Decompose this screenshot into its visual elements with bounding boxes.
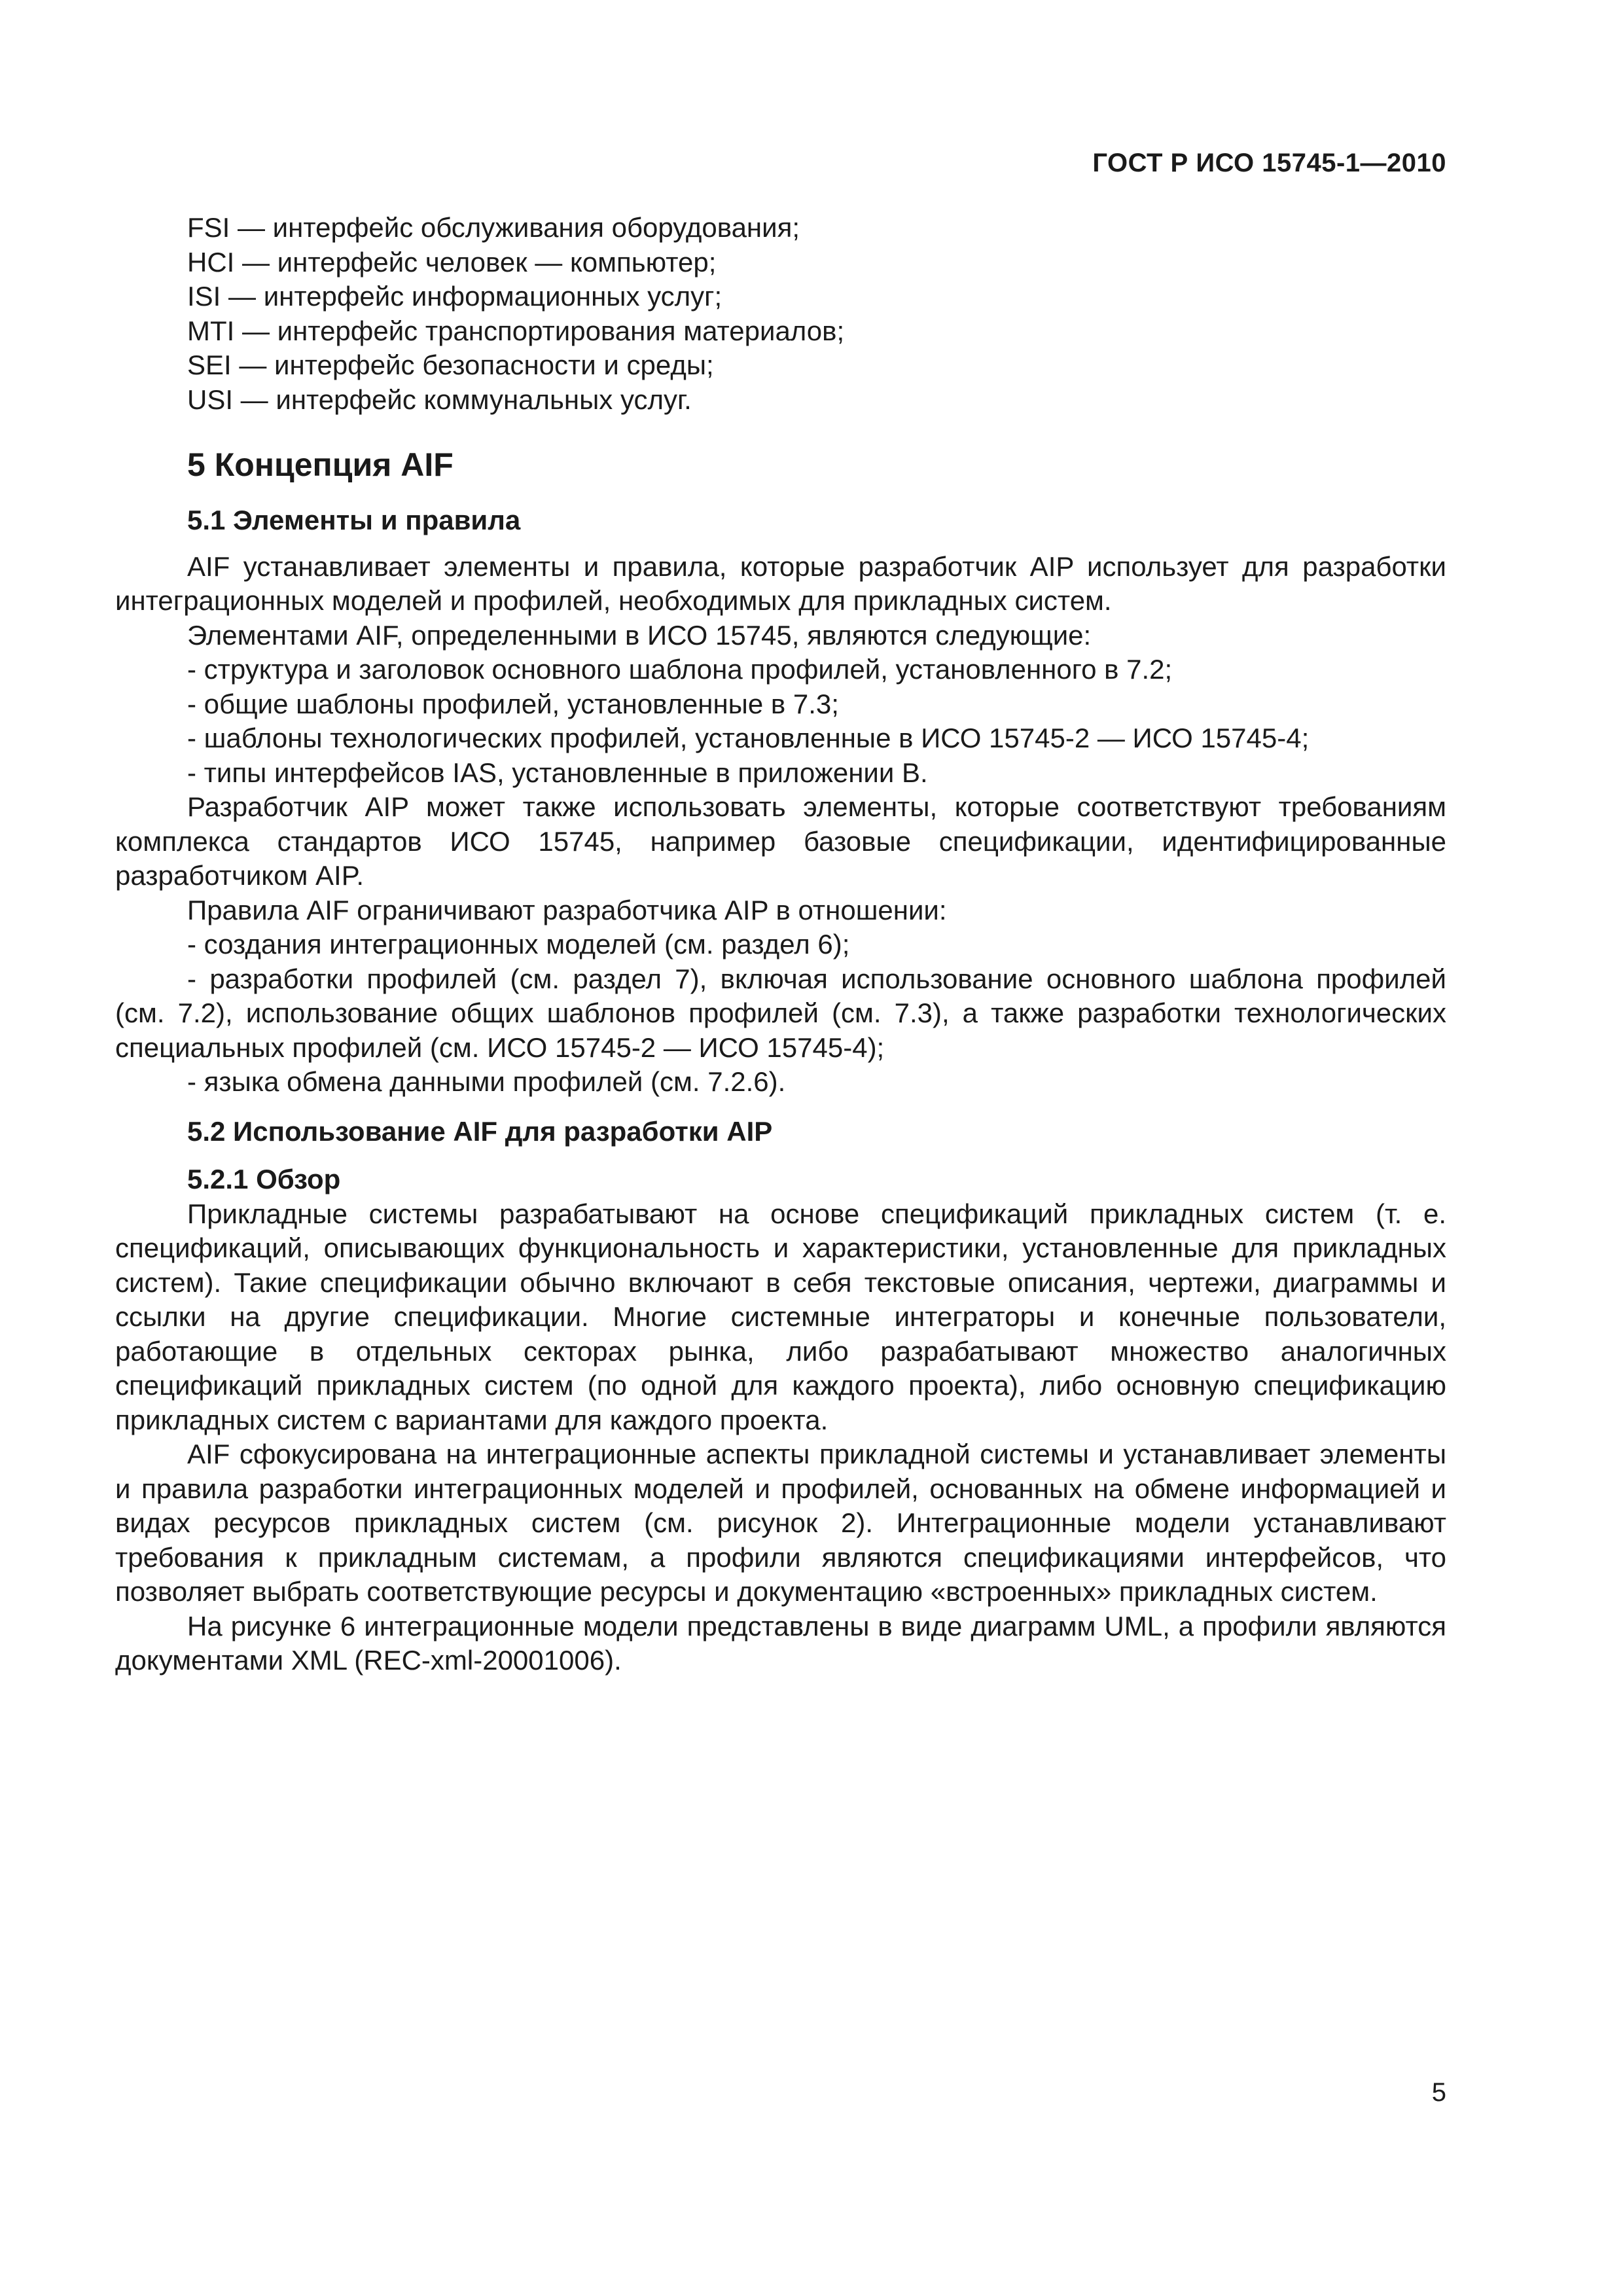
paragraph: Правила AIF ограничивают разработчика AIP в отношении:: [187, 894, 947, 925]
paragraph: Разработчик AIP может также использовать элементы, которые соответствуют требованиям комплекса стандартов ИСО 15745, например базовые спецификации, идентифицированные разработчиком AIP.: [115, 791, 1446, 891]
elements-list: [115, 653, 1446, 790]
abbreviation-item: HCI — интерфейс человек — компьютер;: [187, 246, 717, 278]
list-item: - создания интеграционных моделей (см. раздел 6);: [187, 929, 850, 960]
list-item: - разработки профилей (см. раздел 7), включая использование основного шаблона профилей (см. 7.2), использование общих шаблонов профилей (см. 7.3), а также разработки технологических специальных профилей (см. ИСО 15745-2 — ИСО 15745-4);: [115, 963, 1446, 1063]
document-code-header: ГОСТ Р ИСО 15745-1—2010: [1092, 149, 1446, 177]
abbreviation-item: USI — интерфейс коммунальных услуг.: [187, 384, 692, 415]
section-5-2-heading: 5.2 Использование AIF для разработки AIP: [187, 1115, 773, 1147]
list-item: - структура и заголовок основного шаблона профилей, установленного в 7.2;: [187, 654, 1173, 685]
list-item: - шаблоны технологических профилей, установленные в ИСО 15745-2 — ИСО 15745-4;: [187, 723, 1310, 753]
paragraph: На рисунке 6 интеграционные модели представлены в виде диаграмм UML, а профили являются документами XML (REC-xml-20001006).: [115, 1610, 1446, 1676]
abbreviation-list: [115, 211, 1446, 417]
abbreviation-item: MTI — интерфейс транспортирования материалов;: [187, 315, 845, 346]
list-item: - общие шаблоны профилей, установленные в 7.3;: [187, 688, 839, 719]
abbreviation-item: SEI — интерфейс безопасности и среды;: [187, 350, 714, 380]
section-5-2-1-heading: 5.2.1 Обзор: [187, 1164, 341, 1194]
rules-list: [115, 927, 1446, 1100]
paragraph: AIF сфокусирована на интеграционные аспекты прикладной системы и устанавливает элементы и правила разработки интеграционных моделей и профилей, основанных на обмене информацией и видах ресурсов прикладных систем (см. рисунок 2). Интеграционные модели устанавливают требования к прикладным системам, а профили являются спецификациями интерфейсов, что позволяет выбрать соответствующие ресурсы и документацию «встроенных» прикладных систем.: [115, 1439, 1446, 1607]
section-5-1-heading: 5.1 Элементы и правила: [187, 505, 521, 535]
paragraph: Прикладные системы разрабатывают на основе спецификаций прикладных систем (т. е. спецификаций, описывающих функциональность и характеристики, установленные для прикладных систем). Такие спецификации обычно включают в себя текстовые описания, чертежи, диаграммы и ссылки на другие спецификации. Многие системные интеграторы и конечные пользователи, работающие в отдельных секторах рынка, либо разрабатывают множество аналогичных спецификаций прикладных систем (по одной для каждого проекта), либо основную спецификацию прикладных систем с вариантами для каждого проекта.: [115, 1198, 1446, 1435]
abbreviation-item: ISI — интерфейс информационных услуг;: [187, 281, 722, 312]
document-body: [115, 211, 1446, 1678]
paragraph: AIF устанавливает элементы и правила, которые разработчик AIP использует для разработки интеграционных моделей и профилей, необходимых для прикладных систем.: [115, 550, 1446, 616]
page-number: 5: [1431, 2078, 1446, 2107]
paragraph: Элементами AIF, определенными в ИСО 15745, являются следующие:: [187, 619, 1092, 651]
list-item: - языка обмена данными профилей (см. 7.2.6).: [187, 1066, 786, 1097]
list-item: - типы интерфейсов IAS, установленные в приложении В.: [187, 757, 928, 788]
section-5-heading: 5 Концепция AIF: [187, 446, 454, 483]
abbreviation-item: FSI — интерфейс обслуживания оборудования;: [187, 212, 800, 243]
